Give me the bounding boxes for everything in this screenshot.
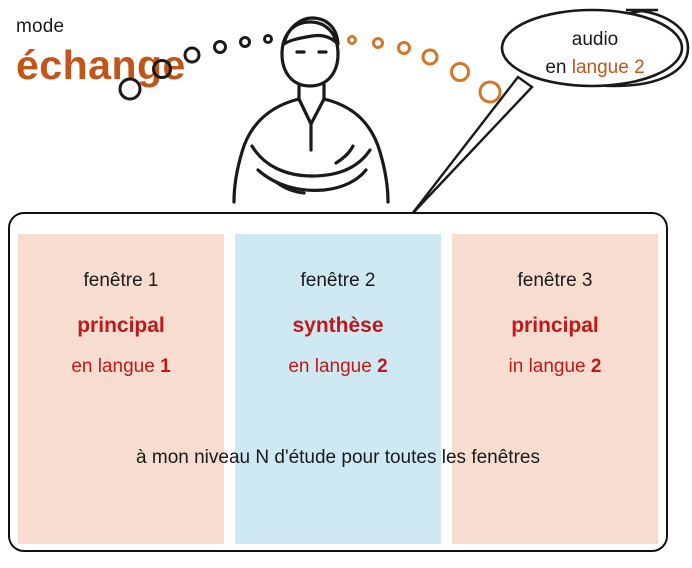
window-2-role: synthèse bbox=[292, 314, 384, 337]
bubble-line-2-prefix: en bbox=[545, 57, 572, 78]
window-3-language bbox=[452, 356, 658, 378]
window-2-language bbox=[235, 356, 441, 378]
window-1-title: fenêtre 1 bbox=[83, 270, 159, 291]
bubble-line-1: audio bbox=[571, 29, 619, 50]
window-1-role: principal bbox=[77, 314, 165, 337]
window-column-2[interactable] bbox=[235, 234, 441, 544]
window-3-title: fenêtre 3 bbox=[517, 270, 593, 291]
bubble-text bbox=[500, 26, 690, 82]
window-column-1[interactable] bbox=[18, 234, 224, 544]
bubble-line-2-accent: langue 2 bbox=[571, 57, 645, 78]
window-3-language-number: 2 bbox=[590, 356, 602, 377]
window-2-title: fenêtre 2 bbox=[300, 270, 376, 291]
window-3-role: principal bbox=[511, 314, 599, 337]
window-1-language-number: 1 bbox=[160, 356, 171, 377]
windows-columns bbox=[8, 220, 668, 544]
window-1-language bbox=[18, 356, 224, 378]
mode-label: mode bbox=[16, 16, 65, 37]
footer-note: à mon niveau N d'étude pour toutes les fenêtres bbox=[136, 447, 540, 468]
mode-title: échange bbox=[16, 42, 186, 88]
window-2-language-prefix: en langue bbox=[288, 356, 378, 377]
window-2-language-number: 2 bbox=[377, 356, 388, 377]
bubble-line-2 bbox=[500, 54, 690, 82]
window-3-language-prefix: in langue bbox=[508, 356, 591, 377]
window-1-language-prefix: en langue bbox=[71, 356, 161, 377]
window-column-3[interactable] bbox=[452, 234, 658, 544]
